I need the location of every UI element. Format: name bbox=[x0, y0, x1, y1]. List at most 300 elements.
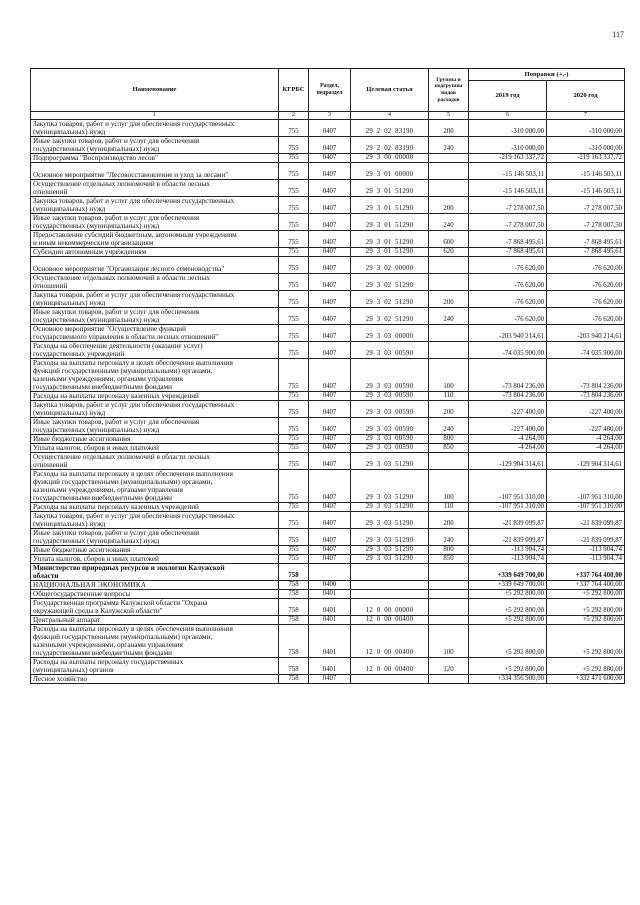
row-kgrbs: 755 bbox=[279, 180, 309, 197]
row-kgrbs: 758 bbox=[279, 616, 309, 625]
row-amount-2020: -74 035 900,00 bbox=[547, 342, 625, 359]
row-kgrbs: 758 bbox=[279, 658, 309, 675]
row-kgrbs: 755 bbox=[279, 435, 309, 444]
row-section: 0401 bbox=[309, 616, 351, 625]
row-name: Общегосударственные вопросы bbox=[31, 590, 279, 599]
row-target bbox=[351, 590, 429, 599]
row-amount-2020: +5 292 800,00 bbox=[547, 625, 625, 658]
row-section: 0407 bbox=[309, 546, 351, 555]
row-kgrbs: 755 bbox=[279, 359, 309, 392]
row-name: Осуществление отдельных полномочий в области лесных отношений bbox=[31, 180, 279, 197]
table-row bbox=[31, 616, 625, 625]
table-row bbox=[31, 625, 625, 658]
row-target bbox=[351, 564, 429, 581]
row-name: Расходы на выплаты персоналу государственных (муниципальных) органов bbox=[31, 658, 279, 675]
row-name: Осуществление отдельных полномочий в области лесных отношений bbox=[31, 453, 279, 470]
row-kgrbs: 755 bbox=[279, 453, 309, 470]
row-section: 0407 bbox=[309, 512, 351, 529]
row-target: 29 3 01 00000 bbox=[351, 163, 429, 180]
table-row bbox=[31, 154, 625, 163]
row-target: 12 0 00 00400 bbox=[351, 658, 429, 675]
row-name: Иные закупки товаров, работ и услуг для обеспечения государственных (муниципальных) нужд bbox=[31, 137, 279, 154]
row-kgrbs: 755 bbox=[279, 325, 309, 342]
row-target: 29 3 03 00000 bbox=[351, 325, 429, 342]
table-row bbox=[31, 503, 625, 512]
row-name: Центральный аппарат bbox=[31, 616, 279, 625]
row-target: 29 3 01 51290 bbox=[351, 197, 429, 214]
row-amount-2019: -107 951 310,00 bbox=[469, 503, 547, 512]
row-amount-2019: -7 868 495,61 bbox=[469, 231, 547, 248]
row-name: Расходы на выплаты персоналу в целях обеспечения выполнения функций государственными (муниципальными) органами, казенными учреждениями, органами управления государственными внебюджетными фондами bbox=[31, 470, 279, 503]
row-amount-2020: -15 146 503,11 bbox=[547, 163, 625, 180]
row-amount-2019: -310 000,00 bbox=[469, 120, 547, 137]
column-number: 1 bbox=[31, 112, 279, 120]
row-section: 0407 bbox=[309, 291, 351, 308]
row-amount-2020: -310 000,00 bbox=[547, 120, 625, 137]
row-group: 200 bbox=[429, 197, 469, 214]
row-amount-2019: -21 839 099,87 bbox=[469, 529, 547, 546]
row-group: 240 bbox=[429, 214, 469, 231]
row-target: 29 3 03 00590 bbox=[351, 444, 429, 453]
row-amount-2019: +339 649 700,00 bbox=[469, 581, 547, 590]
row-amount-2019: +5 292 800,00 bbox=[469, 616, 547, 625]
row-target: 29 3 03 00590 bbox=[351, 435, 429, 444]
row-amount-2019: -74 035 900,00 bbox=[469, 342, 547, 359]
table-row bbox=[31, 546, 625, 555]
row-group: 100 bbox=[429, 470, 469, 503]
row-group: 110 bbox=[429, 392, 469, 401]
row-target: 29 3 03 00590 bbox=[351, 418, 429, 435]
row-amount-2020: -73 804 236,00 bbox=[547, 392, 625, 401]
row-kgrbs: 755 bbox=[279, 401, 309, 418]
row-amount-2019: +334 356 900,00 bbox=[469, 675, 547, 684]
row-amount-2020: +5 292 800,00 bbox=[547, 590, 625, 599]
header-group: Группы и подгруппы видов расходов bbox=[429, 69, 469, 112]
row-amount-2020: +337 764 400,00 bbox=[547, 581, 625, 590]
row-section: 0407 bbox=[309, 453, 351, 470]
row-name: Закупка товаров, работ и услуг для обеспечения государственных (муниципальных) нужд bbox=[31, 291, 279, 308]
row-amount-2020: -76 620,00 bbox=[547, 274, 625, 291]
row-kgrbs: 755 bbox=[279, 197, 309, 214]
row-name: Основное мероприятие "Лесовосстановление и уход за лесами" bbox=[31, 163, 279, 180]
row-amount-2020: -4 264,00 bbox=[547, 435, 625, 444]
row-kgrbs: 755 bbox=[279, 529, 309, 546]
row-section: 0407 bbox=[309, 675, 351, 684]
table-row bbox=[31, 401, 625, 418]
header-amendments: Поправки (+,-) bbox=[469, 69, 625, 81]
row-amount-2019: -203 940 214,61 bbox=[469, 325, 547, 342]
row-section bbox=[309, 564, 351, 581]
row-name: Иные бюджетные ассигнования bbox=[31, 546, 279, 555]
row-kgrbs: 758 bbox=[279, 581, 309, 590]
row-group bbox=[429, 564, 469, 581]
row-section: 0401 bbox=[309, 658, 351, 675]
row-section: 0407 bbox=[309, 154, 351, 163]
row-name: Осуществление отдельных полномочий в области лесных отношений bbox=[31, 274, 279, 291]
row-kgrbs: 755 bbox=[279, 512, 309, 529]
row-amount-2020: -107 951 310,00 bbox=[547, 503, 625, 512]
row-target: 12 0 00 00000 bbox=[351, 599, 429, 616]
table-row bbox=[31, 555, 625, 564]
row-amount-2019: -15 146 503,11 bbox=[469, 163, 547, 180]
row-amount-2020: -113 904,74 bbox=[547, 546, 625, 555]
row-kgrbs: 758 bbox=[279, 675, 309, 684]
row-section: 0407 bbox=[309, 248, 351, 257]
row-amount-2019: -15 146 503,11 bbox=[469, 180, 547, 197]
row-amount-2020: -227 400,00 bbox=[547, 401, 625, 418]
row-kgrbs: 755 bbox=[279, 137, 309, 154]
row-section: 0407 bbox=[309, 529, 351, 546]
row-name: Иные закупки товаров, работ и услуг для обеспечения государственных (муниципальных) нужд bbox=[31, 418, 279, 435]
row-name: Закупка товаров, работ и услуг для обеспечения государственных (муниципальных) нужд bbox=[31, 120, 279, 137]
row-target: 29 3 03 00590 bbox=[351, 401, 429, 418]
row-amount-2020: -107 951 310,00 bbox=[547, 470, 625, 503]
row-name: Расходы на обеспечение деятельности (оказание услуг) государственных учреждений bbox=[31, 342, 279, 359]
row-amount-2020: -7 278 007,50 bbox=[547, 197, 625, 214]
row-amount-2019: -113 904,74 bbox=[469, 546, 547, 555]
row-target: 29 3 03 00590 bbox=[351, 359, 429, 392]
table-row bbox=[31, 137, 625, 154]
row-target: 29 3 03 51290 bbox=[351, 453, 429, 470]
row-section: 0407 bbox=[309, 163, 351, 180]
row-kgrbs: 755 bbox=[279, 291, 309, 308]
row-group bbox=[429, 325, 469, 342]
row-name: Закупка товаров, работ и услуг для обеспечения государственных (муниципальных) нужд bbox=[31, 401, 279, 418]
row-name: Министерство природных ресурсов и экологии Калужской области bbox=[31, 564, 279, 581]
row-name: Закупка товаров, работ и услуг для обеспечения государственных (муниципальных) нужд bbox=[31, 197, 279, 214]
row-group: 600 bbox=[429, 231, 469, 248]
row-amount-2020: -21 839 099,87 bbox=[547, 529, 625, 546]
row-amount-2020: -219 163 337,72 bbox=[547, 154, 625, 163]
row-amount-2019: -21 839 099,87 bbox=[469, 512, 547, 529]
row-group: 620 bbox=[429, 248, 469, 257]
row-group: 200 bbox=[429, 512, 469, 529]
row-target: 29 3 03 51290 bbox=[351, 555, 429, 564]
row-amount-2019: -219 163 337,72 bbox=[469, 154, 547, 163]
row-group: 100 bbox=[429, 625, 469, 658]
row-amount-2020: -7 868 495,61 bbox=[547, 248, 625, 257]
row-amount-2019: +5 292 800,00 bbox=[469, 590, 547, 599]
row-target: 29 3 03 51290 bbox=[351, 503, 429, 512]
row-group: 850 bbox=[429, 555, 469, 564]
row-amount-2019: -76 620,00 bbox=[469, 274, 547, 291]
row-amount-2019: -4 264,00 bbox=[469, 435, 547, 444]
table-row bbox=[31, 599, 625, 616]
row-name: Расходы на выплаты персоналу казенных учреждений bbox=[31, 503, 279, 512]
row-kgrbs: 758 bbox=[279, 590, 309, 599]
row-group: 200 bbox=[429, 401, 469, 418]
row-amount-2019: +339 649 700,00 bbox=[469, 564, 547, 581]
row-kgrbs: 755 bbox=[279, 120, 309, 137]
row-group bbox=[429, 257, 469, 274]
table-row bbox=[31, 675, 625, 684]
row-group bbox=[429, 180, 469, 197]
row-target: 29 3 03 00590 bbox=[351, 342, 429, 359]
column-number: 6 bbox=[469, 112, 547, 120]
row-group: 200 bbox=[429, 291, 469, 308]
page-number: 117 bbox=[612, 30, 624, 39]
row-group bbox=[429, 590, 469, 599]
row-amount-2020: -7 278 007,50 bbox=[547, 214, 625, 231]
table-row bbox=[31, 248, 625, 257]
row-amount-2019: -113 904,74 bbox=[469, 555, 547, 564]
row-section: 0407 bbox=[309, 418, 351, 435]
row-section: 0407 bbox=[309, 325, 351, 342]
row-target: 29 3 02 00000 bbox=[351, 257, 429, 274]
row-name: Подпрограмма "Воспроизводство лесов" bbox=[31, 154, 279, 163]
row-amount-2019: -76 620,00 bbox=[469, 291, 547, 308]
row-amount-2019: -73 804 236,00 bbox=[469, 392, 547, 401]
row-kgrbs: 755 bbox=[279, 248, 309, 257]
row-amount-2019: -76 620,00 bbox=[469, 308, 547, 325]
header-target: Целевая статья bbox=[351, 69, 429, 112]
row-section: 0400 bbox=[309, 581, 351, 590]
row-section: 0401 bbox=[309, 599, 351, 616]
row-group: 110 bbox=[429, 503, 469, 512]
row-section: 0407 bbox=[309, 470, 351, 503]
row-amount-2019: -227 400,00 bbox=[469, 418, 547, 435]
row-kgrbs: 755 bbox=[279, 257, 309, 274]
row-name: Иные закупки товаров, работ и услуг для обеспечения государственных (муниципальных) нужд bbox=[31, 214, 279, 231]
row-amount-2019: -7 868 495,61 bbox=[469, 248, 547, 257]
table-row bbox=[31, 342, 625, 359]
column-number-row bbox=[31, 112, 625, 120]
row-section: 0407 bbox=[309, 180, 351, 197]
row-amount-2019: -129 904 314,61 bbox=[469, 453, 547, 470]
row-amount-2020: +5 292 800,00 bbox=[547, 658, 625, 675]
row-target: 29 3 01 51290 bbox=[351, 180, 429, 197]
table-row bbox=[31, 444, 625, 453]
row-group bbox=[429, 616, 469, 625]
row-kgrbs: 755 bbox=[279, 470, 309, 503]
row-target: 29 3 02 51290 bbox=[351, 308, 429, 325]
row-section: 0407 bbox=[309, 137, 351, 154]
row-amount-2020: -227 400,00 bbox=[547, 418, 625, 435]
row-section: 0407 bbox=[309, 392, 351, 401]
column-number: 2 bbox=[279, 112, 309, 120]
row-amount-2019: -107 951 310,00 bbox=[469, 470, 547, 503]
row-name: Основное мероприятие "Осуществление функций государственного управления в области лесных отношений" bbox=[31, 325, 279, 342]
row-amount-2019: +5 292 800,00 bbox=[469, 599, 547, 616]
table-row bbox=[31, 529, 625, 546]
row-kgrbs: 755 bbox=[279, 214, 309, 231]
table-row bbox=[31, 274, 625, 291]
table-row bbox=[31, 564, 625, 581]
row-name: Субсидии автономным учреждениям bbox=[31, 248, 279, 257]
row-amount-2019: -76 620,00 bbox=[469, 257, 547, 274]
row-amount-2020: -7 868 495,61 bbox=[547, 231, 625, 248]
row-group: 240 bbox=[429, 529, 469, 546]
row-target: 29 3 03 51290 bbox=[351, 529, 429, 546]
row-name: Расходы на выплаты персоналу в целях обеспечения выполнения функций государственными (муниципальными) органами, казенными учреждениями, органами управления государственными внебюджетными фондами bbox=[31, 625, 279, 658]
row-name: Уплата налогов, сборов и иных платежей bbox=[31, 555, 279, 564]
row-name: Предоставление субсидий бюджетным, автономным учреждениям и иным некоммерческим организациям bbox=[31, 231, 279, 248]
table-row bbox=[31, 512, 625, 529]
header-section: Раздел, подраздел bbox=[309, 69, 351, 112]
row-target bbox=[351, 581, 429, 590]
table-row bbox=[31, 163, 625, 180]
row-group: 200 bbox=[429, 120, 469, 137]
row-group: 120 bbox=[429, 658, 469, 675]
row-amount-2020: -76 620,00 bbox=[547, 257, 625, 274]
header-2020: 2020 год bbox=[547, 81, 625, 112]
row-target: 29 2 02 83190 bbox=[351, 120, 429, 137]
row-target: 12 0 00 00400 bbox=[351, 616, 429, 625]
row-group bbox=[429, 453, 469, 470]
row-target: 29 3 03 51290 bbox=[351, 546, 429, 555]
row-name: Основное мероприятие "Организация лесного семеноводства" bbox=[31, 257, 279, 274]
row-kgrbs: 755 bbox=[279, 555, 309, 564]
column-number: 7 bbox=[547, 112, 625, 120]
row-group: 100 bbox=[429, 359, 469, 392]
row-name: Иные бюджетные ассигнования bbox=[31, 435, 279, 444]
table-row bbox=[31, 470, 625, 503]
row-group bbox=[429, 599, 469, 616]
row-section: 0407 bbox=[309, 308, 351, 325]
row-amount-2019: -7 278 007,50 bbox=[469, 197, 547, 214]
row-amount-2019: -4 264,00 bbox=[469, 444, 547, 453]
table-row bbox=[31, 308, 625, 325]
row-target: 29 3 03 00590 bbox=[351, 392, 429, 401]
row-section: 0407 bbox=[309, 257, 351, 274]
table-row bbox=[31, 197, 625, 214]
table-row bbox=[31, 214, 625, 231]
table-row bbox=[31, 392, 625, 401]
row-amount-2020: -76 620,00 bbox=[547, 308, 625, 325]
row-target: 29 2 02 83190 bbox=[351, 137, 429, 154]
row-section: 0407 bbox=[309, 444, 351, 453]
row-kgrbs: 755 bbox=[279, 308, 309, 325]
row-amount-2020: -4 264,00 bbox=[547, 444, 625, 453]
row-target: 29 3 01 51290 bbox=[351, 231, 429, 248]
row-section: 0407 bbox=[309, 197, 351, 214]
budget-table bbox=[30, 68, 625, 684]
row-amount-2019: +5 292 800,00 bbox=[469, 625, 547, 658]
row-amount-2020: -113 904,74 bbox=[547, 555, 625, 564]
row-amount-2019: -227 400,00 bbox=[469, 401, 547, 418]
row-section: 0407 bbox=[309, 503, 351, 512]
row-target: 29 3 02 51290 bbox=[351, 274, 429, 291]
row-group: 240 bbox=[429, 137, 469, 154]
column-number: 3 bbox=[309, 112, 351, 120]
row-name: Государственная программа Калужской области "Охрана окружающей среды в Калужской области" bbox=[31, 599, 279, 616]
row-amount-2020: +332 471 600,00 bbox=[547, 675, 625, 684]
row-target: 29 3 02 51290 bbox=[351, 291, 429, 308]
row-kgrbs: 755 bbox=[279, 154, 309, 163]
row-amount-2020: +5 292 800,00 bbox=[547, 616, 625, 625]
row-amount-2020: -129 904 314,61 bbox=[547, 453, 625, 470]
row-kgrbs: 755 bbox=[279, 342, 309, 359]
row-kgrbs: 758 bbox=[279, 625, 309, 658]
row-amount-2019: -73 804 236,00 bbox=[469, 359, 547, 392]
row-target bbox=[351, 675, 429, 684]
row-target: 29 3 01 51290 bbox=[351, 248, 429, 257]
budget-table-body bbox=[31, 120, 625, 684]
row-amount-2020: -15 146 503,11 bbox=[547, 180, 625, 197]
row-amount-2019: -310 000,00 bbox=[469, 137, 547, 154]
row-name: Расходы на выплаты персоналу казенных учреждений bbox=[31, 392, 279, 401]
row-amount-2020: -76 620,00 bbox=[547, 291, 625, 308]
row-target: 29 3 03 51290 bbox=[351, 512, 429, 529]
row-amount-2020: +5 292 800,00 bbox=[547, 599, 625, 616]
table-row bbox=[31, 257, 625, 274]
row-amount-2019: +5 292 800,00 bbox=[469, 658, 547, 675]
row-name: Уплата налогов, сборов и иных платежей bbox=[31, 444, 279, 453]
row-name: Расходы на выплаты персоналу в целях обеспечения выполнения функций государственными (муниципальными) органами, казенными учреждениями, органами управления государственными внебюджетными фондами bbox=[31, 359, 279, 392]
row-target: 29 3 00 00000 bbox=[351, 154, 429, 163]
row-kgrbs: 758 bbox=[279, 564, 309, 581]
row-group bbox=[429, 581, 469, 590]
table-row bbox=[31, 359, 625, 392]
row-kgrbs: 755 bbox=[279, 418, 309, 435]
row-target: 29 3 01 51290 bbox=[351, 214, 429, 231]
row-group bbox=[429, 274, 469, 291]
row-kgrbs: 755 bbox=[279, 163, 309, 180]
row-group: 240 bbox=[429, 418, 469, 435]
row-name: Иные закупки товаров, работ и услуг для обеспечения государственных (муниципальных) нужд bbox=[31, 308, 279, 325]
row-name: Закупка товаров, работ и услуг для обеспечения государственных (муниципальных) нужд bbox=[31, 512, 279, 529]
row-target: 29 3 03 51290 bbox=[351, 470, 429, 503]
row-kgrbs: 755 bbox=[279, 444, 309, 453]
column-number: 4 bbox=[351, 112, 429, 120]
row-group: 800 bbox=[429, 546, 469, 555]
table-row bbox=[31, 590, 625, 599]
column-number: 5 bbox=[429, 112, 469, 120]
row-kgrbs: 755 bbox=[279, 503, 309, 512]
row-name: НАЦИОНАЛЬНАЯ ЭКОНОМИКА bbox=[31, 581, 279, 590]
row-kgrbs: 755 bbox=[279, 392, 309, 401]
table-row bbox=[31, 231, 625, 248]
row-amount-2020: -310 000,00 bbox=[547, 137, 625, 154]
row-kgrbs: 758 bbox=[279, 599, 309, 616]
row-section: 0407 bbox=[309, 401, 351, 418]
row-group bbox=[429, 154, 469, 163]
row-amount-2020: -21 839 099,87 bbox=[547, 512, 625, 529]
table-row bbox=[31, 120, 625, 137]
row-section: 0407 bbox=[309, 274, 351, 291]
header-name: Наименование bbox=[31, 69, 279, 112]
row-kgrbs: 755 bbox=[279, 546, 309, 555]
row-target: 12 0 00 00400 bbox=[351, 625, 429, 658]
table-row bbox=[31, 291, 625, 308]
row-group bbox=[429, 342, 469, 359]
row-section: 0407 bbox=[309, 231, 351, 248]
row-amount-2020: +337 764 400,00 bbox=[547, 564, 625, 581]
row-amount-2020: -73 804 236,00 bbox=[547, 359, 625, 392]
row-group: 240 bbox=[429, 308, 469, 325]
table-row bbox=[31, 325, 625, 342]
row-group bbox=[429, 675, 469, 684]
row-section: 0407 bbox=[309, 214, 351, 231]
table-row bbox=[31, 658, 625, 675]
row-section: 0407 bbox=[309, 120, 351, 137]
row-section: 0401 bbox=[309, 590, 351, 599]
row-section: 0407 bbox=[309, 359, 351, 392]
table-row bbox=[31, 180, 625, 197]
row-kgrbs: 755 bbox=[279, 231, 309, 248]
row-group: 850 bbox=[429, 444, 469, 453]
header-kgrbs: КГРБС bbox=[279, 69, 309, 112]
row-name: Лесное хозяйство bbox=[31, 675, 279, 684]
row-section: 0407 bbox=[309, 435, 351, 444]
row-section: 0407 bbox=[309, 342, 351, 359]
table-row bbox=[31, 435, 625, 444]
row-group bbox=[429, 163, 469, 180]
header-2019: 2019 год bbox=[469, 81, 547, 112]
table-row bbox=[31, 581, 625, 590]
row-group: 800 bbox=[429, 435, 469, 444]
row-amount-2020: -203 940 214,61 bbox=[547, 325, 625, 342]
